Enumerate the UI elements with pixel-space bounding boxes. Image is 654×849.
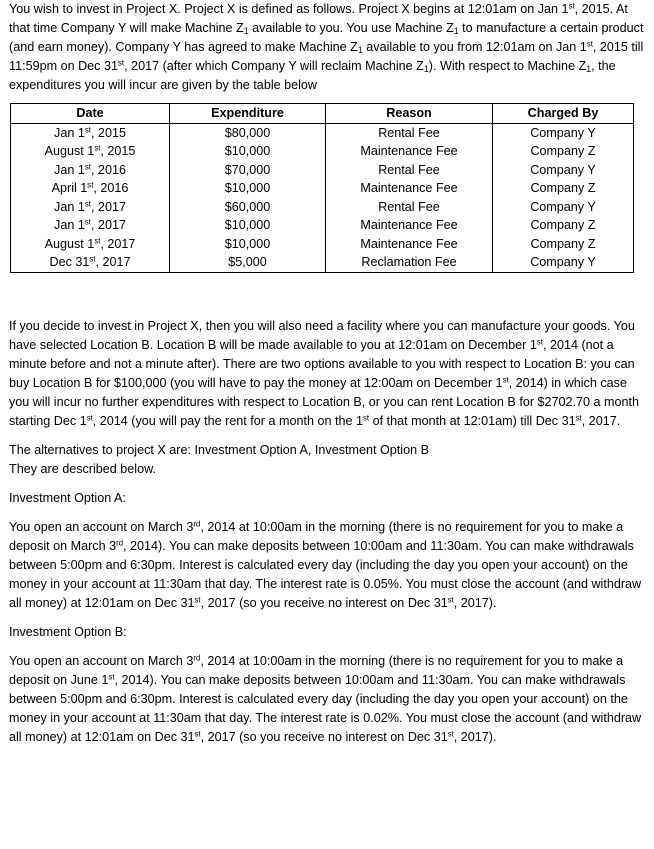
cell-charged-by: Company Y bbox=[493, 161, 634, 180]
cell-expenditure: $60,000 bbox=[170, 198, 326, 217]
superscript: rd bbox=[193, 653, 201, 663]
text-span: to manufacture a certain product (and earn money). Company Y has agreed to make Machine Z bbox=[9, 21, 644, 54]
cell-reason: Maintenance Fee bbox=[326, 179, 493, 198]
table-row bbox=[11, 235, 634, 254]
subscript: 1 bbox=[423, 63, 429, 74]
superscript: rd bbox=[193, 519, 201, 529]
header-reason: Reason bbox=[326, 104, 493, 124]
superscript: rd bbox=[116, 538, 124, 548]
superscript: st bbox=[87, 180, 94, 190]
superscript: st bbox=[108, 672, 115, 682]
cell-expenditure: $5,000 bbox=[170, 253, 326, 272]
text-span: Jan 1 bbox=[54, 199, 85, 214]
header-date: Date bbox=[11, 104, 170, 124]
subscript: 1 bbox=[243, 25, 249, 36]
cell-expenditure: $10,000 bbox=[170, 179, 326, 198]
table-row bbox=[11, 216, 634, 235]
expenditure-table bbox=[10, 103, 634, 273]
option-a-description bbox=[9, 518, 646, 613]
text-span: available to you from 12:01am on Jan 1 bbox=[362, 40, 587, 54]
cell-expenditure: $10,000 bbox=[170, 216, 326, 235]
cell-charged-by: Company Z bbox=[493, 235, 634, 254]
superscript: st bbox=[194, 729, 201, 739]
subscript: 1 bbox=[586, 63, 592, 74]
header-charged-by: Charged By bbox=[493, 104, 634, 124]
text-span: of that month at 12:01am) till Dec 31 bbox=[369, 413, 576, 428]
text-span: August 1 bbox=[44, 236, 95, 251]
cell-reason: Reclamation Fee bbox=[326, 253, 493, 272]
text-span: , 2015 till 11:59pm on Dec 31 bbox=[9, 40, 644, 73]
cell-date bbox=[11, 161, 170, 180]
cell-expenditure: $10,000 bbox=[170, 235, 326, 254]
text-span: , 2016 bbox=[93, 181, 129, 195]
option-a-heading: Investment Option A: bbox=[9, 490, 126, 505]
text-span: , 2017. bbox=[581, 413, 621, 428]
text-span: , 2015. At that time Company Y will make Machine Z bbox=[9, 2, 628, 35]
superscript: st bbox=[363, 413, 370, 423]
cell-date bbox=[11, 179, 170, 198]
cell-date bbox=[11, 216, 170, 235]
text-span: , 2017 bbox=[90, 218, 126, 232]
cell-charged-by: Company Y bbox=[493, 253, 634, 272]
superscript: st bbox=[194, 595, 201, 605]
superscript: st bbox=[575, 413, 582, 423]
text-span: Jan 1 bbox=[54, 218, 85, 232]
alternatives-line-1: The alternatives to project X are: Investment Option A, Investment Option B bbox=[9, 442, 430, 457]
text-span: You open an account on March 3 bbox=[9, 519, 194, 534]
cell-reason: Rental Fee bbox=[326, 123, 493, 142]
text-span: , 2017 bbox=[100, 236, 136, 251]
text-span: , 2014 (you will pay the rent for a month on the 1 bbox=[92, 413, 364, 428]
superscript: st bbox=[502, 375, 509, 385]
superscript: st bbox=[447, 595, 454, 605]
text-span: Jan 1 bbox=[54, 162, 85, 177]
text-span: , 2015 bbox=[100, 144, 136, 158]
superscript: st bbox=[94, 236, 101, 246]
cell-charged-by: Company Z bbox=[493, 179, 634, 198]
superscript: st bbox=[536, 337, 543, 347]
superscript: st bbox=[568, 1, 575, 11]
superscript: st bbox=[84, 217, 91, 227]
table-body bbox=[11, 123, 634, 272]
table-row bbox=[11, 198, 634, 217]
table-row bbox=[11, 179, 634, 198]
cell-reason: Rental Fee bbox=[326, 198, 493, 217]
text-span: , the expenditures you will incur are given by the table below bbox=[9, 59, 616, 92]
superscript: st bbox=[84, 125, 91, 135]
cell-reason: Maintenance Fee bbox=[326, 142, 493, 161]
cell-expenditure: $70,000 bbox=[170, 161, 326, 180]
text-span: , 2017 (so you receive no interest on Dec 31 bbox=[200, 595, 448, 610]
table-row bbox=[11, 253, 634, 272]
table-header-row bbox=[11, 104, 634, 124]
text-span: , 2017). bbox=[453, 595, 497, 610]
header-expenditure: Expenditure bbox=[170, 104, 326, 124]
text-span: , 2017 bbox=[95, 255, 131, 269]
table-row bbox=[11, 161, 634, 180]
superscript: st bbox=[84, 162, 91, 172]
superscript: st bbox=[586, 39, 593, 49]
subscript: 1 bbox=[453, 25, 459, 36]
alternatives-line-2: They are described below. bbox=[9, 461, 157, 476]
text-span: Dec 31 bbox=[49, 255, 90, 269]
text-span: , 2014). You can make deposits between 10:00am and 11:30am. You can make withdrawals between 5:00pm and 6:30pm. Interest is calculated every day (including the day you open your account) on the money in your account at 11:30am that day. The interest rate is 0.05%. You must close the account (and withdraw all money) at 12:01am on Dec 31 bbox=[9, 538, 642, 610]
cell-date bbox=[11, 123, 170, 142]
text-span: , 2014 (not a minute before and not a minute after). There are two options available to you with respect to Location B: you can buy Location B for $100,000 (you will have to pay the money at 12:00am on December 1 bbox=[9, 337, 635, 390]
text-span: Jan 1 bbox=[54, 125, 85, 140]
text-span: , 2017 bbox=[90, 199, 126, 214]
text-span: , 2017 (so you receive no interest on Dec 31 bbox=[200, 729, 448, 744]
cell-date bbox=[11, 198, 170, 217]
text-span: , 2015 bbox=[90, 125, 126, 140]
text-span: , 2014 at 10:00am in the morning (there is no requirement for you to make a deposit on March 3 bbox=[9, 519, 624, 553]
text-span: You wish to invest in Project X. Project X is defined as follows. Project X begins at 12:01am on Jan 1 bbox=[9, 2, 569, 16]
text-span: , 2016 bbox=[90, 162, 126, 177]
superscript: st bbox=[447, 729, 454, 739]
superscript: st bbox=[94, 143, 101, 153]
cell-charged-by: Company Y bbox=[493, 198, 634, 217]
text-span: , 2014). You can make deposits between 10:00am and 11:30am. You can make withdrawals between 5:00pm and 6:30pm. Interest is calculated every day (including the day you open your account) on the money in your account at 11:30am that day. The interest rate is 0.02%. You must close the account (and withdraw all money) at 12:01am on Dec 31 bbox=[9, 672, 642, 744]
text-span: August 1 bbox=[44, 144, 95, 158]
text-span: , 2014 at 10:00am in the morning (there is no requirement for you to make a deposit on June 1 bbox=[9, 653, 624, 687]
cell-date bbox=[11, 235, 170, 254]
superscript: st bbox=[117, 58, 125, 68]
superscript: st bbox=[89, 254, 96, 264]
text-span: , 2017 (after which Company Y will reclaim Machine Z bbox=[124, 59, 424, 73]
cell-date bbox=[11, 142, 170, 161]
option-b-heading: Investment Option B: bbox=[9, 624, 127, 639]
cell-expenditure: $10,000 bbox=[170, 142, 326, 161]
cell-charged-by: Company Y bbox=[493, 123, 634, 142]
superscript: st bbox=[86, 413, 93, 423]
text-span: If you decide to invest in Project X, then you will also need a facility where you can manufacture your goods. You have selected Location B. Location B will be made available to you at 12:01am on December 1 bbox=[9, 318, 635, 352]
cell-expenditure: $80,000 bbox=[170, 123, 326, 142]
text-span: You open an account on March 3 bbox=[9, 653, 194, 668]
table-row bbox=[11, 142, 634, 161]
text-span: , 2017). bbox=[453, 729, 497, 744]
cell-charged-by: Company Z bbox=[493, 142, 634, 161]
cell-reason: Rental Fee bbox=[326, 161, 493, 180]
option-b-description bbox=[9, 652, 646, 747]
cell-reason: Maintenance Fee bbox=[326, 235, 493, 254]
facility-description bbox=[9, 317, 646, 431]
text-span: available to you. You use Machine Z bbox=[248, 21, 454, 35]
text-span: , 2014) in which case you will incur no further expenditures with respect to Location B, or you can rent Location B for $2702.70 a month starting Dec 1 bbox=[9, 375, 640, 428]
subscript: 1 bbox=[357, 44, 363, 55]
project-x-description bbox=[9, 0, 646, 95]
table-row bbox=[11, 123, 634, 142]
text-span: April 1 bbox=[51, 181, 88, 195]
cell-date bbox=[11, 253, 170, 272]
cell-charged-by: Company Z bbox=[493, 216, 634, 235]
cell-reason: Maintenance Fee bbox=[326, 216, 493, 235]
text-span: ). With respect to Machine Z bbox=[428, 59, 587, 73]
superscript: st bbox=[84, 199, 91, 209]
